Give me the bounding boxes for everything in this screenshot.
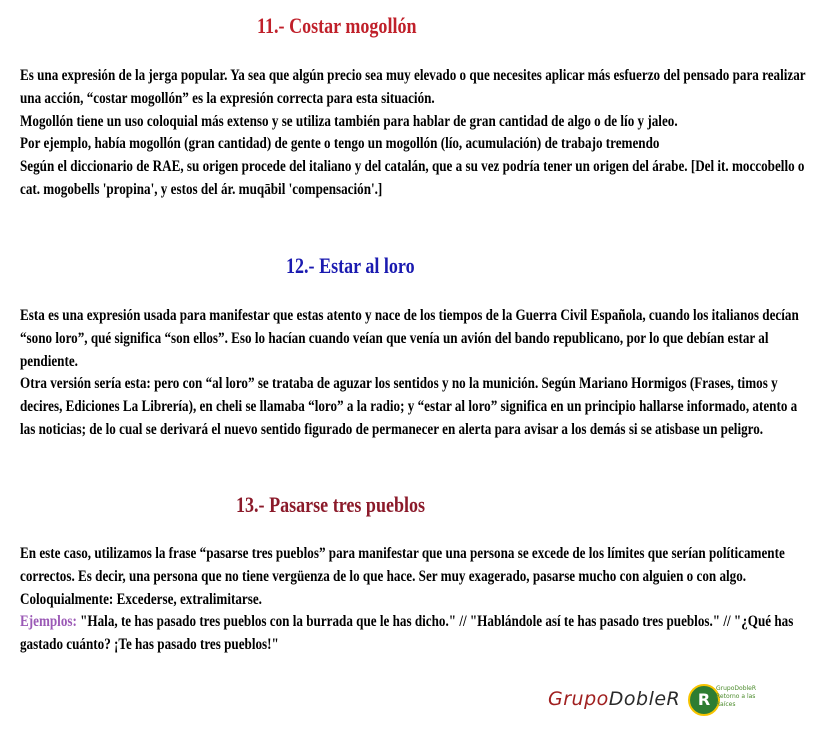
logo-badge-caption: GrupoDobleR Retorno a las Raíces xyxy=(716,685,757,708)
paragraph: Es una expresión de la jerga popular. Ya sea que algún precio sea muy elevado o que necesites aplicar más esfuerzo del pensado para realizar una acción, “costar mogollón” es la expresión correcta para esta situación. xyxy=(20,67,806,107)
section-body-11 xyxy=(20,65,807,202)
logo-badge-icon: R xyxy=(688,684,720,716)
section-body-13 xyxy=(20,543,807,657)
logo-wordmark xyxy=(548,688,680,710)
paragraph: Otra versión sería esta: pero con “al loro” se trataba de aguzar los sentidos y no la munición. Según Mariano Hormigos (Frases, timos y decires, Ediciones La Librería), en cheli se llamaba “loro” a la radio; y “estar al loro” significa en un principio hallarse informado, atento a las noticias; de lo cual se derivará el nuevo sentido figurado de permanecer en alerta para avisar a los demás si se atisbase un peligro. xyxy=(20,375,798,438)
examples-paragraph xyxy=(20,611,807,657)
section-body-12 xyxy=(20,305,807,442)
paragraph: Esta es una expresión usada para manifestar que estas atento y nace de los tiempos de la Guerra Civil Española, cuando los italianos decían “sono loro”, qué significa “son ellos”. Eso lo hacían cuando veían que venía un avión del bando republicano, por lo que debían estar al pendiente. xyxy=(20,307,799,370)
grupo-dobler-logo xyxy=(548,682,758,722)
examples-label: Ejemplos: xyxy=(20,613,77,631)
paragraph: Coloquialmente: Excederse, extralimitarse. xyxy=(20,590,262,608)
examples-text: "Hala, te has pasado tres pueblos con la burrada que le has dicho." // "Hablándole así te has pasado tres pueblos." // "¿Qué has gastado cuánto? ¡Te has pasado tres pueblos!" xyxy=(20,613,794,654)
paragraph: Según el diccionario de RAE, su origen procede del italiano y del catalán, que a su vez podría tener un origen del árabe. [Del it. moccobello o cat. mogobells 'propina', y estos del ár. muqābil 'compensación'.] xyxy=(20,158,805,198)
logo-part-2: DobleR xyxy=(608,688,681,710)
section-title-13: 13.- Pasarse tres pueblos xyxy=(236,492,426,517)
section-title-12: 12.- Estar al loro xyxy=(286,253,415,278)
logo-part-1: Grupo xyxy=(548,688,609,710)
paragraph: Mogollón tiene un uso coloquial más extenso y se utiliza también para hablar de gran cantidad de algo o de lío y jaleo. xyxy=(20,112,678,130)
section-title-11: 11.- Costar mogollón xyxy=(257,13,417,38)
paragraph: En este caso, utilizamos la frase “pasarse tres pueblos” para manifestar que una persona se excede de los límites que serían políticamente correctos. Es decir, una persona que no tiene vergüenza de lo que hace. Ser muy exagerado, pasarse mucho con alguien o con algo. xyxy=(20,545,785,585)
paragraph: Por ejemplo, había mogollón (gran cantidad) de gente o tengo un mogollón (lío, acumulación) de trabajo tremendo xyxy=(20,135,660,153)
